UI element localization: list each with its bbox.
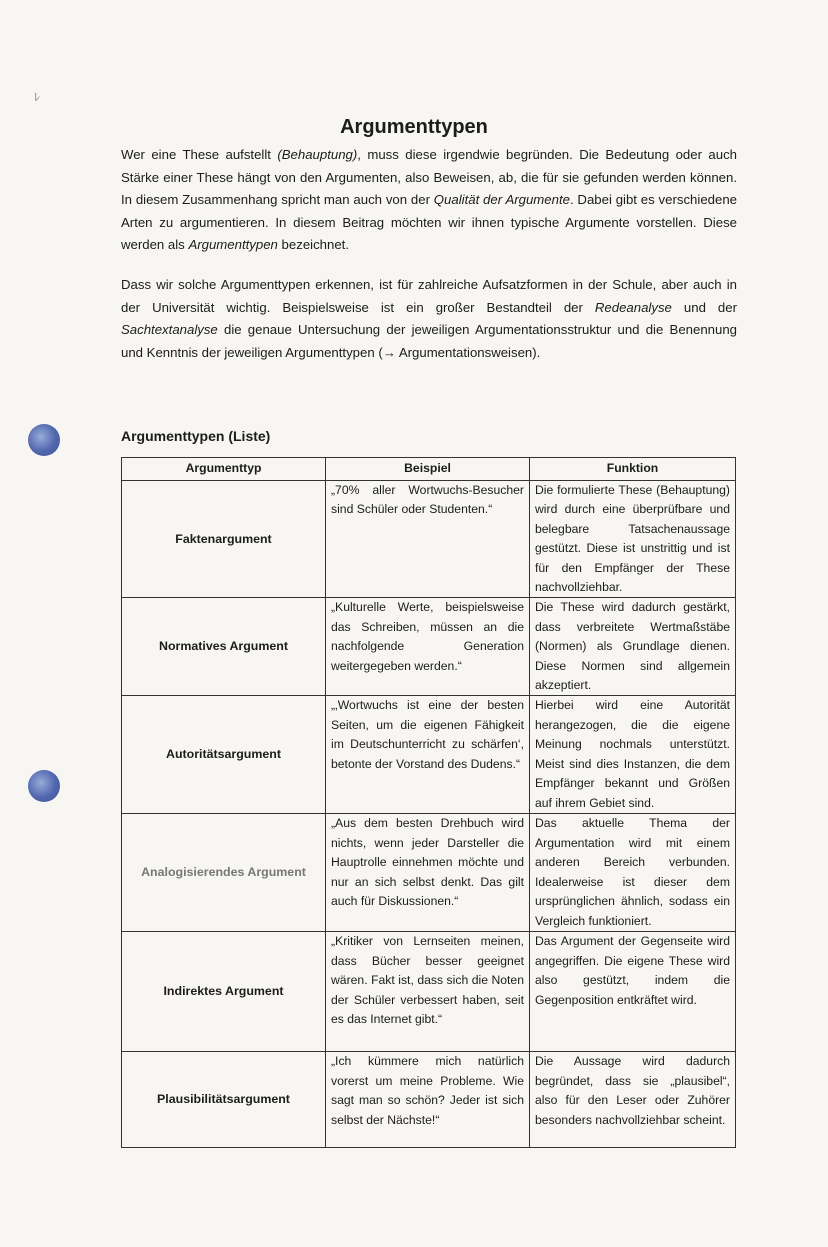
table-heading: Argumenttypen (Liste)	[121, 428, 271, 444]
argument-types-table	[121, 457, 736, 1148]
table-row	[122, 598, 736, 696]
function-cell: Das Argument der Gegenseite wird angegriffen. Die eigene These wird also gestützt, indem die Gegenposition entkräftet wird.	[530, 932, 736, 1052]
example-cell: „70% aller Wortwuchs-Besucher sind Schüler oder Studenten.“	[326, 481, 530, 598]
table-row	[122, 932, 736, 1052]
punch-hole-bottom	[28, 770, 60, 802]
argument-type-cell: Autoritätsargument	[122, 696, 326, 814]
table-row	[122, 1052, 736, 1148]
argument-type-cell: Analogisierendes Argument	[122, 814, 326, 932]
function-cell: Die formulierte These (Behauptung) wird durch eine überprüfbare und belegbare Tatsachenaussage gestützt. Diese ist unstrittig und ist für den Empfänger der These nachvollziehbar.	[530, 481, 736, 598]
column-header-example: Beispiel	[326, 458, 530, 481]
table-row	[122, 481, 736, 598]
page-title: Argumenttypen	[340, 116, 488, 138]
margin-handwritten-mark: ﾚ	[34, 90, 41, 104]
function-cell: Die These wird dadurch gestärkt, dass verbreitete Wertmaßstäbe (Normen) als Grundlage dienen. Diese Normen sind allgemein akzeptiert.	[530, 598, 736, 696]
column-header-type: Argumenttyp	[122, 458, 326, 481]
example-cell: „Kritiker von Lernseiten meinen, dass Bücher besser geeignet wären. Fakt ist, dass sich die Noten der Schüler verbessert haben, seit es das Internet gibt.“	[326, 932, 530, 1052]
table-row	[122, 814, 736, 932]
argument-type-cell: Indirektes Argument	[122, 932, 326, 1052]
punch-hole-top	[28, 424, 60, 456]
function-cell: Das aktuelle Thema der Argumentation wird mit einem anderen Bereich verbunden. Idealerweise ist dieser dem ursprünglichen ähnlich, sodass ein Vergleich funktioniert.	[530, 814, 736, 932]
function-cell: Die Aussage wird dadurch begründet, dass sie „plausibel“, also für den Leser oder Zuhörer besonders nachvollziehbar scheint.	[530, 1052, 736, 1148]
table-row	[122, 696, 736, 814]
intro-paragraph-1: Wer eine These aufstellt (Behauptung), muss diese irgendwie begründen. Die Bedeutung oder auch Stärke einer These hängt von den Argumenten, also Beweisen, ab, die für sie gefunden werden können. In diesem Zusammenhang spricht man auch von der Qualität der Argumente. Dabei gibt es verschiedene Arten zu argumentieren. In diesem Beitrag möchten wir ihnen typische Argumente vorstellen. Diese werden als Argumenttypen bezeichnet.	[121, 147, 737, 253]
argument-type-cell: Normatives Argument	[122, 598, 326, 696]
example-cell: „Ich kümmere mich natürlich vorerst um meine Probleme. Wie sagt man so schön? Jeder ist sich selbst der Nächste!“	[326, 1052, 530, 1148]
intro-paragraph-2: Dass wir solche Argumenttypen erkennen, ist für zahlreiche Aufsatzformen in der Schule, aber auch in der Universität wichtig. Beispielsweise ist ein großer Bestandteil der Redeanalyse und der Sachtextanalyse die genaue Untersuchung der jeweiligen Argumentationsstruktur und die Benennung und Kenntnis der jeweiligen Argumenttypen (→ Argumentationsweisen).	[121, 277, 737, 360]
argument-type-cell: Plausibilitätsargument	[122, 1052, 326, 1148]
table-header-row	[122, 458, 736, 481]
example-cell: „Kulturelle Werte, beispielsweise das Schreiben, müssen an die nachfolgende Generation weitergegeben werden.“	[326, 598, 530, 696]
argument-type-cell: Faktenargument	[122, 481, 326, 598]
column-header-function: Funktion	[530, 458, 736, 481]
function-cell: Hierbei wird eine Autorität herangezogen, die die eigene Meinung nochmals unterstützt. Meist sind dies Instanzen, die dem Empfänger bekannt und Größen auf ihrem Gebiet sind.	[530, 696, 736, 814]
example-cell: „‚Wortwuchs ist eine der besten Seiten, um die eigenen Fähigkeit im Deutschunterricht zu schärfen‘, betonte der Vorstand des Dudens.“	[326, 696, 530, 814]
example-cell: „Aus dem besten Drehbuch wird nichts, wenn jeder Darsteller die Hauptrolle einnehmen möchte und nur an sich selbst denkt. Das gilt auch für Diskussionen.“	[326, 814, 530, 932]
